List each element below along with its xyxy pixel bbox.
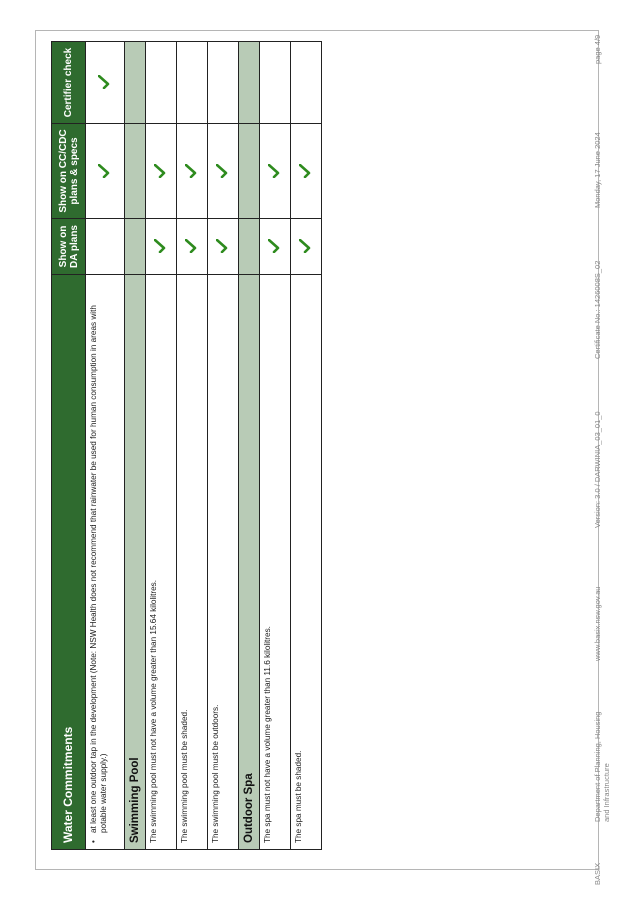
da-plans-check-cell (146, 219, 177, 275)
commitment-text: The swimming pool must be outdoors. (211, 704, 220, 843)
table-header-row (52, 42, 86, 850)
da-plans-check-cell (86, 219, 125, 275)
commitment-cell (177, 275, 208, 850)
commitment-cell (291, 275, 322, 850)
header-commitments: Water Commitments (52, 275, 86, 850)
table-row (260, 42, 291, 850)
section-cell (125, 124, 146, 219)
section-cell (239, 219, 260, 275)
section-cell (125, 219, 146, 275)
header-da-plans: Show on DA plans (52, 219, 86, 275)
section-title: Swimming Pool (125, 275, 146, 850)
commitment-text: at least one outdoor tap in the development (Note: NSW Health does not recommend that rainwater be used for human consumption in areas with potable water supply.) (89, 305, 108, 833)
da-plans-check-cell (177, 219, 208, 275)
commitment-text: The swimming pool must be shaded. (180, 709, 189, 843)
checkmark-icon (268, 240, 280, 254)
checkmark-icon (299, 240, 311, 254)
checkmark-icon (154, 164, 166, 178)
certifier-check-cell (86, 42, 125, 124)
footer-basix: BASIX (593, 862, 602, 885)
footer-website: www.basix.nsw.gov.au (593, 586, 602, 661)
header-cc-cdc-plans: Show on CC/CDC plans & specs (52, 124, 86, 219)
section-row (125, 42, 146, 850)
da-plans-check-cell (208, 219, 239, 275)
certifier-check-cell (208, 42, 239, 124)
cc-cdc-check-cell (260, 124, 291, 219)
cc-cdc-check-cell (177, 124, 208, 219)
section-title: Outdoor Spa (239, 275, 260, 850)
certifier-check-cell (146, 42, 177, 124)
checkmark-icon (154, 240, 166, 254)
commitment-cell (146, 275, 177, 850)
section-cell (125, 42, 146, 124)
cc-cdc-check-cell (208, 124, 239, 219)
commitment-cell (208, 275, 239, 850)
footer-department (593, 702, 611, 822)
certifier-check-cell (260, 42, 291, 124)
cc-cdc-check-cell (146, 124, 177, 219)
water-commitments-table (51, 41, 322, 850)
footer-certificate: Certificate No.: 1426008S_02 (593, 260, 602, 359)
section-cell (239, 124, 260, 219)
header-certifier-check: Certifier check (52, 42, 86, 124)
section-row (239, 42, 260, 850)
cc-cdc-check-cell (86, 124, 125, 219)
section-cell (239, 42, 260, 124)
commitment-text: The swimming pool must not have a volume greater than 15.64 kilolitres. (149, 579, 158, 843)
bullet-item (89, 281, 109, 843)
table-row (177, 42, 208, 850)
footer-page-number: page 4/9 (593, 34, 602, 64)
table-row (86, 42, 125, 850)
checkmark-icon (268, 164, 280, 178)
footer-version: Version: 3.0 / DARWINIA_03_01_0 (593, 411, 602, 528)
checkmark-icon (216, 164, 228, 178)
cc-cdc-check-cell (291, 124, 322, 219)
table-body (86, 42, 322, 850)
rotated-content (51, 42, 317, 850)
da-plans-check-cell (291, 219, 322, 275)
certifier-check-cell (177, 42, 208, 124)
table-row (291, 42, 322, 850)
footer-date: Monday, 17 June 2024 (593, 132, 602, 208)
checkmark-icon (185, 240, 197, 254)
checkmark-icon (98, 76, 110, 90)
table-row (208, 42, 239, 850)
commitment-cell (260, 275, 291, 850)
commitment-text: The spa must not have a volume greater than 11.6 kilolitres. (263, 626, 272, 843)
footer-department-text: Department of Planning, Housing and Infrastructure (593, 711, 611, 822)
certifier-check-cell (291, 42, 322, 124)
commitment-text: The spa must be shaded. (294, 750, 303, 843)
commitment-cell (86, 275, 125, 850)
da-plans-check-cell (260, 219, 291, 275)
checkmark-icon (216, 240, 228, 254)
checkmark-icon (98, 164, 110, 178)
checkmark-icon (299, 164, 311, 178)
table-row (146, 42, 177, 850)
bullet: • (89, 840, 98, 843)
checkmark-icon (185, 164, 197, 178)
